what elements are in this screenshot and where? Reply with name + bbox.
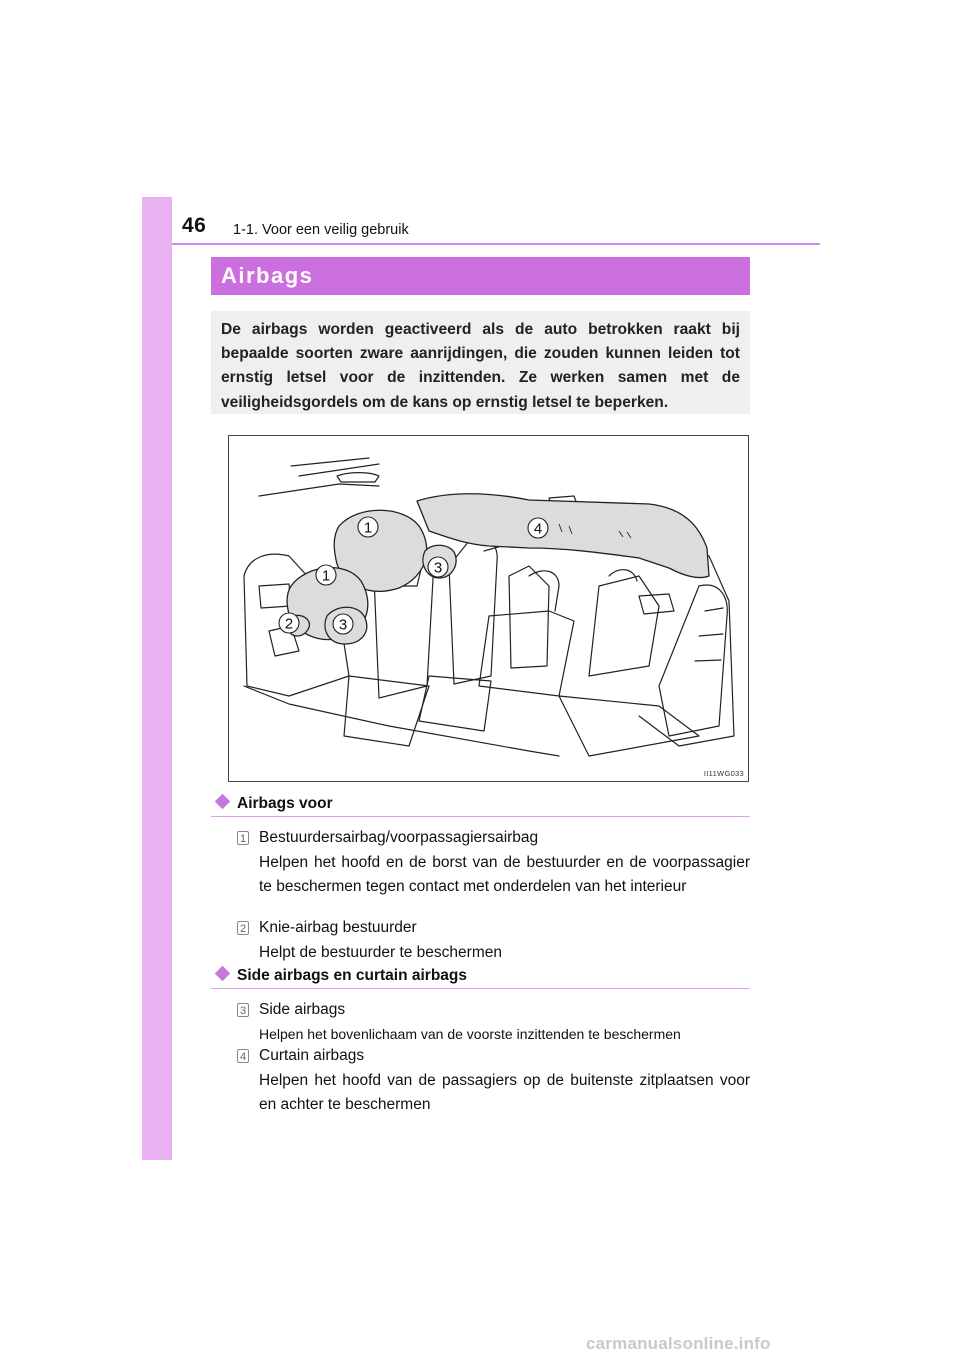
watermark: carmanualsonline.info xyxy=(586,1334,771,1353)
windshield-top xyxy=(259,484,379,496)
list-item-4 xyxy=(237,1047,750,1111)
number-badge-1: 1 xyxy=(237,831,249,845)
item-title: Bestuurdersairbag/voorpassagiersairbag xyxy=(259,829,539,846)
diamond-bullet-icon xyxy=(215,794,231,810)
seat-stitching xyxy=(695,608,723,661)
rear-seat-headrest-2 xyxy=(609,570,637,581)
rear-seat-headrest-1 xyxy=(529,571,559,611)
list-item-1 xyxy=(237,829,750,917)
rear-door-left xyxy=(509,566,549,668)
rear-seat-right xyxy=(589,576,659,676)
subheading-front-airbags xyxy=(216,795,333,813)
diamond-bullet-icon xyxy=(215,966,231,982)
list-item-2 xyxy=(237,919,750,959)
item-title: Side airbags xyxy=(259,1001,346,1018)
door-handle xyxy=(639,594,674,614)
airbag-illustration xyxy=(228,435,749,782)
section-title: Airbags xyxy=(221,263,314,288)
callout-2 xyxy=(279,613,299,633)
item-description: Helpt de bestuurder te beschermen xyxy=(259,944,502,961)
item-description: Helpen het bovenlichaam van de voorste inzittenden te beschermen xyxy=(259,1026,681,1042)
callout-4-label: 4 xyxy=(533,520,543,538)
front-seat-base-left xyxy=(344,676,429,746)
subheading-side-curtain-airbags xyxy=(216,967,467,985)
callout-1a-label: 1 xyxy=(363,519,373,537)
number-badge-2: 2 xyxy=(237,921,249,935)
chapter-title: 1-1. Voor een veilig gebruik xyxy=(233,222,409,238)
rear-view-mirror xyxy=(337,473,379,482)
item-description: Helpen het hoofd en de borst van de bestuurder en de voorpassagier te beschermen tegen contact met onderdelen van het interieur xyxy=(259,854,750,895)
vent xyxy=(259,584,291,608)
section-title-bar xyxy=(211,257,750,295)
callout-4 xyxy=(528,518,548,538)
figure-code: II11WG033 xyxy=(703,769,744,778)
intro-box xyxy=(211,311,750,414)
sidebar-tab xyxy=(142,197,172,1160)
floor-line xyxy=(244,686,559,756)
subheading-side-curtain-airbags-label: Side airbags en curtain airbags xyxy=(237,967,467,984)
callout-1a xyxy=(358,517,378,537)
number-badge-4: 4 xyxy=(237,1049,249,1063)
callout-3b xyxy=(428,557,448,577)
item-title: Curtain airbags xyxy=(259,1047,365,1064)
intro-text: De airbags worden geactiveerd als de auto betrokken raakt bij bepaalde soorten zware aanrijdingen, die zouden kunnen leiden tot ernstig letsel voor de inzittenden. Ze werken samen met de veiligheidsgordels om de kans op ernstig letsel te beperken. xyxy=(221,321,740,411)
list-item-3 xyxy=(237,1001,750,1041)
callout-3a-label: 3 xyxy=(338,616,348,634)
subheading-rule xyxy=(211,816,750,817)
subheading-front-airbags-label: Airbags voor xyxy=(237,795,333,812)
subheading-rule xyxy=(211,988,750,989)
car-interior-drawing xyxy=(229,436,749,782)
item-description: Helpen het hoofd van de passagiers op de buitenste zitplaatsen voor en achter te beschermen xyxy=(259,1072,750,1113)
callout-3a xyxy=(333,614,353,634)
callout-1b-label: 1 xyxy=(321,567,331,585)
callout-3b-label: 3 xyxy=(433,559,443,577)
rear-floor xyxy=(559,696,699,756)
curtain-airbag-shape xyxy=(417,494,709,578)
callout-1b xyxy=(316,565,336,585)
number-badge-3: 3 xyxy=(237,1003,249,1017)
item-title: Knie-airbag bestuurder xyxy=(259,919,417,936)
page-number: 46 xyxy=(182,214,207,237)
callout-2-label: 2 xyxy=(284,615,294,633)
header-divider xyxy=(172,243,820,245)
